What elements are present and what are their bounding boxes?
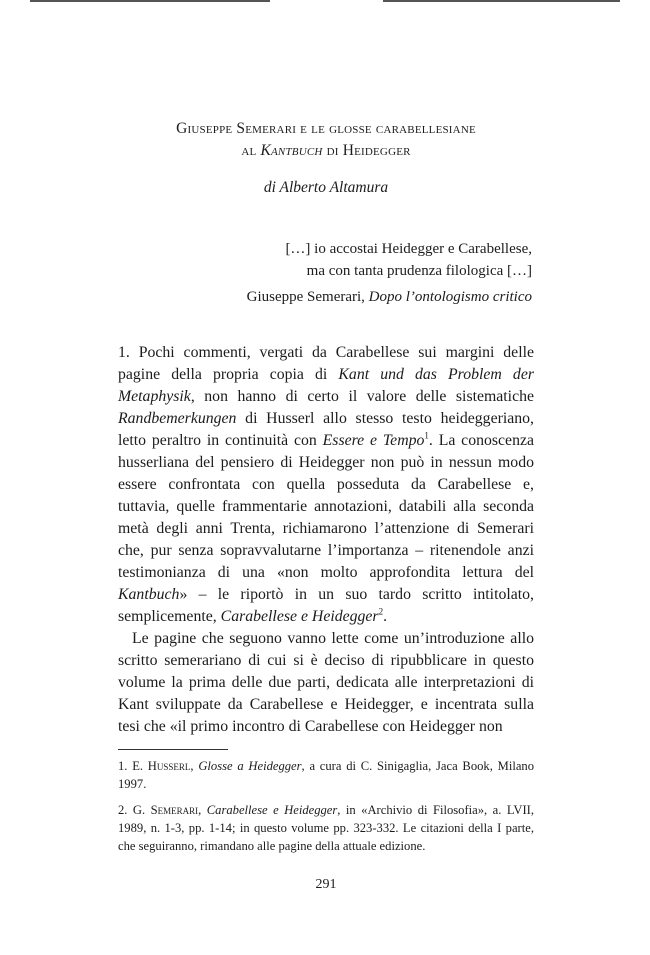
text-run: 1. Pochi commenti, vergati da Carabellese sui margini delle pagine della propria copia di — [118, 344, 534, 383]
top-rule-right — [383, 0, 620, 2]
page-number: 291 — [315, 877, 337, 892]
epigraph-line-1: […] io accostai Heidegger e Carabellese, — [285, 241, 532, 257]
body-text — [118, 342, 534, 738]
footnote-author: Semerari — [150, 803, 199, 817]
title-line-2-post: di Heidegger — [322, 142, 411, 159]
epigraph-line-2: ma con tanta prudenza filologica […] — [306, 263, 532, 279]
footnote-title: Glosse a Heidegger — [198, 759, 302, 773]
text-run: di Husserl allo stesso testo heideggeriano, letto peraltro in continuità con — [118, 410, 534, 449]
footnote-number: 1. E. — [118, 759, 148, 773]
text-run: , in «Archivio di Filosofia», a. LVII, 1989, n. 1-3, pp. 1-14; in questo volume pp. 323-332. Le citazioni della I parte, che seguiranno, rimandano alle pagine della attuale edizione. — [118, 803, 535, 853]
footnote-ref-1[interactable]: 1 — [424, 430, 429, 441]
footnote-divider — [118, 749, 228, 750]
title-line-1: Giuseppe Semerari e le glosse carabellesiane — [176, 120, 476, 137]
term-randbemerkungen: Randbemerkungen — [118, 410, 237, 427]
book-title: Carabellese e Heidegger — [220, 608, 379, 625]
book-title: Kantbuch — [118, 586, 180, 603]
epigraph-source-author: Giuseppe Semerari, — [246, 289, 369, 305]
title-line-2-pre: al — [241, 142, 261, 159]
author-byline: di Alberto Altamura — [263, 179, 389, 196]
chapter-title — [118, 118, 534, 162]
paragraph-1 — [118, 342, 534, 628]
footnote-number: 2. G. — [118, 803, 151, 817]
top-rule-left — [30, 0, 270, 2]
text-run: , — [190, 759, 199, 773]
epigraph-source-title: Dopo l’ontologismo critico — [368, 289, 532, 305]
text-run: , — [198, 803, 207, 817]
book-title: Kant und das Problem der Metaphysik — [118, 366, 534, 405]
text-run: , non hanno di certo il valore delle sistematiche — [190, 388, 534, 405]
title-line-2 — [118, 140, 534, 162]
paragraph-2: Le pagine che seguono vanno lette come un’introduzione allo scritto semerariano di cui si è deciso di ripubblicare in questo volume la prima delle due parti, dedicata alle interpretazioni di Kant sviluppate da Carabellese e Heidegger, e incentrata sulla tesi che «il primo incontro di Carabellese con Heidegger non — [118, 630, 534, 735]
epigraph — [180, 238, 532, 308]
footnote-title: Carabellese e Heidegger — [206, 803, 338, 817]
footnote-1 — [118, 757, 534, 793]
text-run: , a cura di C. Sinigaglia, Jaca Book, Milano 1997. — [118, 759, 535, 791]
title-kantbuch: Kantbuch — [260, 142, 323, 159]
footnote-ref-2[interactable]: 2 — [378, 606, 384, 617]
text-run: . La conoscenza husserliana del pensiero di Heidegger non può in nessun modo essere confrontata con quella posseduta da Carabellese e, tuttavia, quelle frammentarie annotazioni, databili alla seconda metà degli anni Trenta, richiamarono l’attenzione di Semerari che, pur senza sopravvalutarne l’importanza – ritenendole anzi testimonianza di una «non molto approfondita lettura del — [118, 432, 534, 581]
book-title: Essere e Tempo — [322, 432, 425, 449]
epigraph-source — [180, 286, 532, 308]
footnotes — [118, 757, 534, 863]
footnote-2 — [118, 801, 534, 855]
footnote-author: Husserl — [147, 759, 191, 773]
text-run: . — [383, 608, 388, 625]
text-run: » – le riportò in un suo tardo scritto intitolato, semplicemente, — [118, 586, 534, 625]
